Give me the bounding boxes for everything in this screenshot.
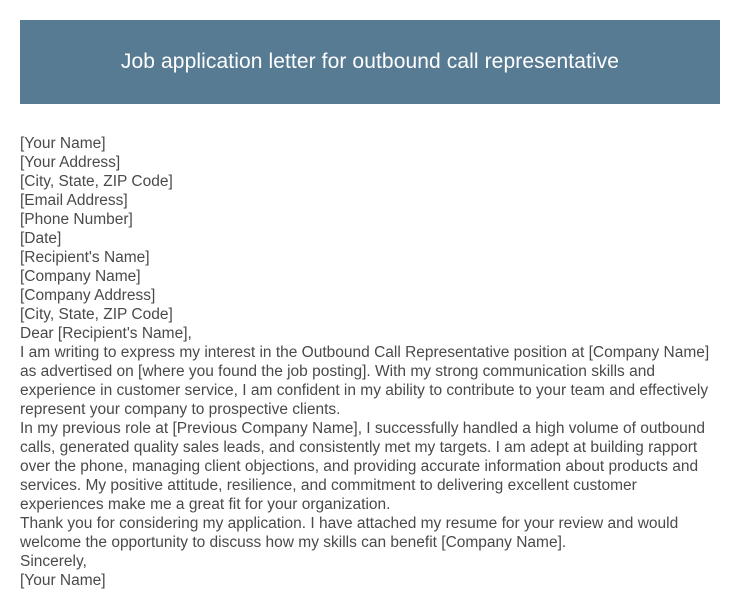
signature-name: [Your Name]: [20, 572, 106, 589]
body-paragraph-closing: Thank you for considering my application. I have attached my resume for your review and would welcome the opportunity to discuss how my skills can benefit [Company Name].: [20, 515, 679, 551]
recipient-company-address: [Company Address]: [20, 287, 156, 304]
header-banner: [20, 20, 720, 104]
recipient-city-state-zip: [City, State, ZIP Code]: [20, 306, 173, 323]
sender-city-state-zip: [City, State, ZIP Code]: [20, 173, 173, 190]
letter-body: [20, 134, 720, 590]
body-paragraph-experience: In my previous role at [Previous Company Name], I successfully handled a high volume of outbound calls, generated quality sales leads, and consistently met my targets. I am adept at building rapport over the phone, managing client objections, and providing accurate information about products and services. My positive attitude, resilience, and commitment to delivering excellent customer experiences make me a great fit for your organization.: [20, 420, 705, 513]
letter-date: [Date]: [20, 230, 62, 247]
salutation: Dear [Recipient's Name],: [20, 325, 192, 342]
recipient-name: [Recipient's Name]: [20, 249, 150, 266]
sender-phone: [Phone Number]: [20, 211, 133, 228]
sender-email: [Email Address]: [20, 192, 128, 209]
page-title: Job application letter for outbound call representative: [120, 50, 620, 73]
sender-name: [Your Name]: [20, 135, 106, 152]
recipient-company: [Company Name]: [20, 268, 141, 285]
closing: Sincerely,: [20, 553, 87, 570]
body-paragraph-intro: I am writing to express my interest in the Outbound Call Representative position at [Company Name] as advertised on [where you found the job posting]. With my strong communication skills and experience in customer service, I am confident in my ability to contribute to your team and effectively represent your company to prospective clients.: [20, 344, 710, 418]
sender-address: [Your Address]: [20, 154, 121, 171]
